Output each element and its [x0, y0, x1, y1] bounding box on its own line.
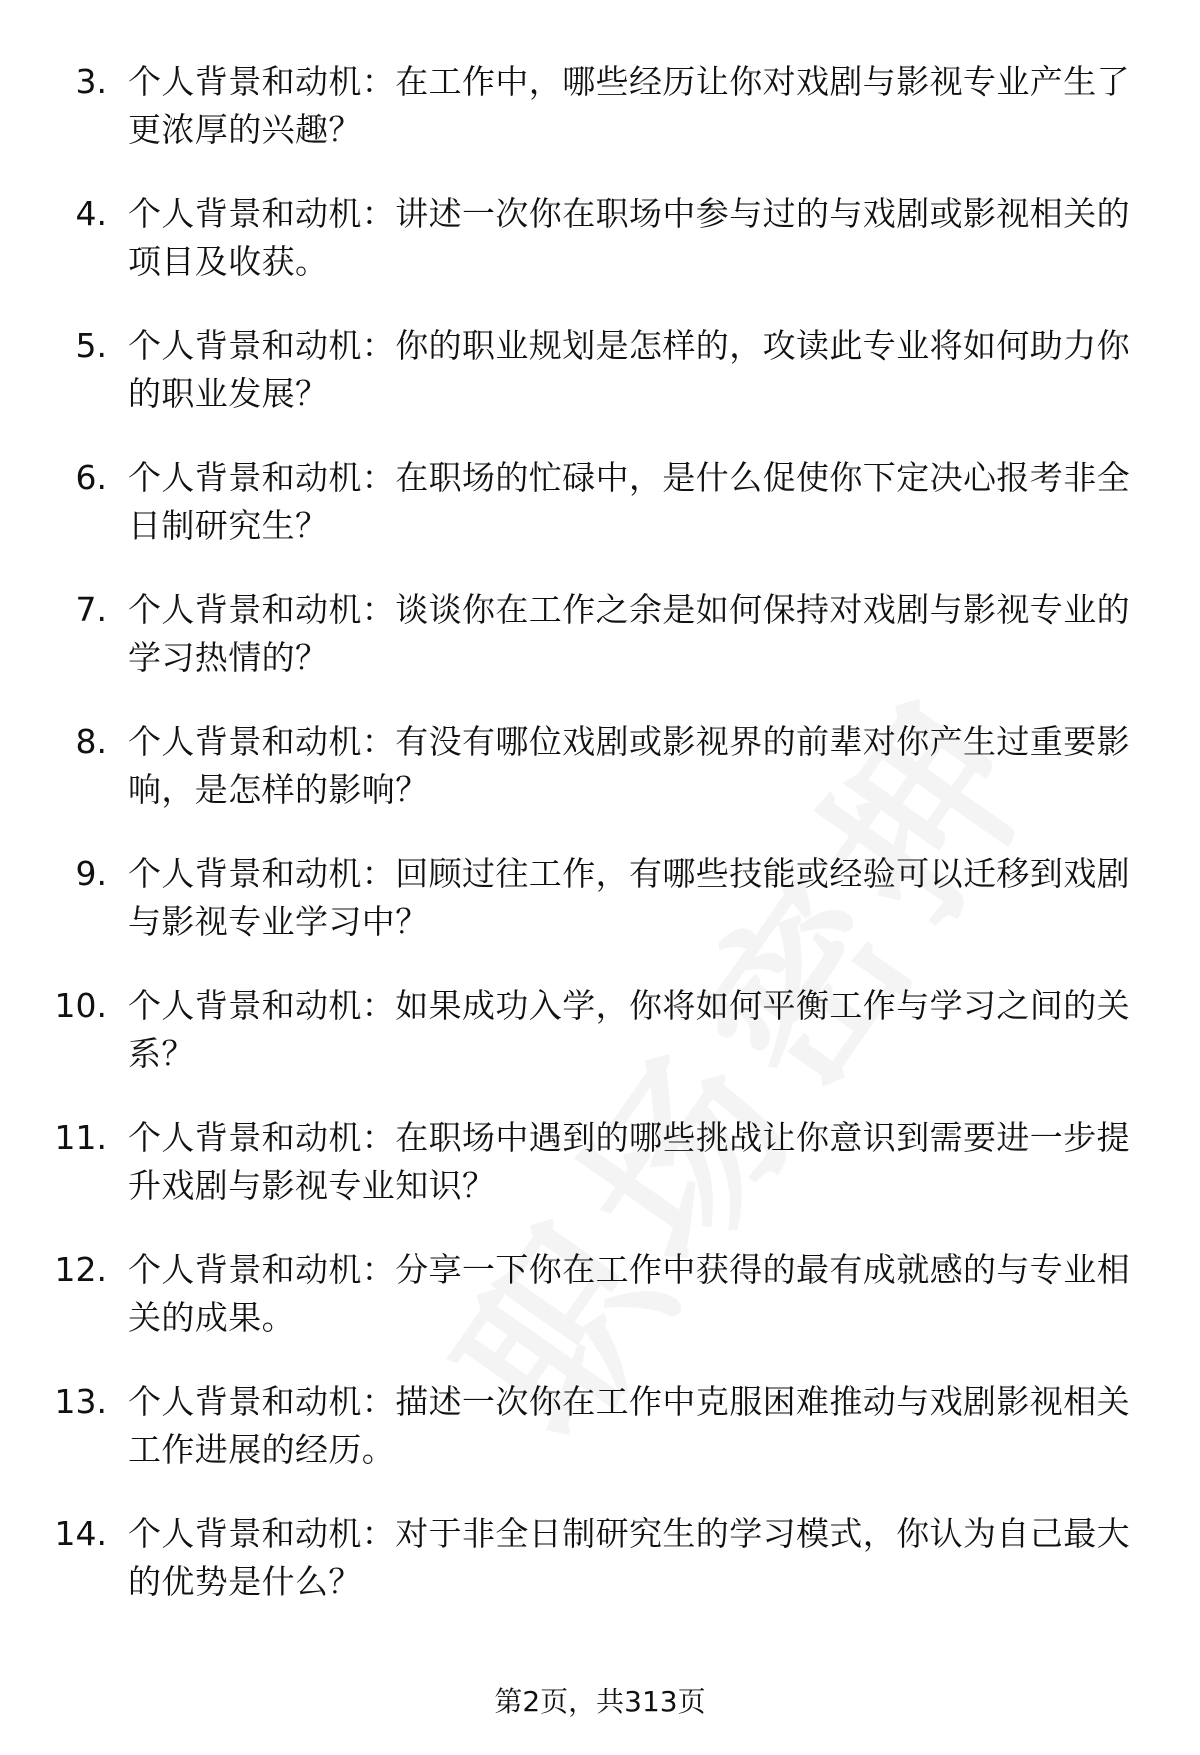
list-item — [0, 1246, 1200, 1378]
page-footer: 第2页，共313页 — [494, 1685, 706, 1718]
question-number: 4. — [75, 194, 107, 233]
question-text: 个人背景和动机：对于非全日制研究生的学习模式，你认为自己最大的优势是什么？ — [128, 1514, 1130, 1601]
question-number: 11. — [54, 1118, 107, 1157]
list-item — [0, 586, 1200, 718]
list-item — [0, 850, 1200, 982]
list-item — [0, 982, 1200, 1114]
question-text: 个人背景和动机：你的职业规划是怎样的，攻读此专业将如何助力你的职业发展？ — [128, 326, 1130, 413]
question-text: 个人背景和动机：讲述一次你在职场中参与过的与戏剧或影视相关的项目及收获。 — [128, 194, 1130, 281]
question-text: 个人背景和动机：在职场的忙碌中，是什么促使你下定决心报考非全日制研究生？ — [128, 458, 1130, 545]
question-number: 12. — [54, 1250, 107, 1289]
question-number: 3. — [75, 62, 107, 101]
question-number: 6. — [75, 458, 107, 497]
question-number: 13. — [54, 1382, 107, 1421]
question-text: 个人背景和动机：在工作中，哪些经历让你对戏剧与影视专业产生了更浓厚的兴趣？ — [128, 62, 1130, 149]
question-text: 个人背景和动机：回顾过往工作，有哪些技能或经验可以迁移到戏剧与影视专业学习中？ — [128, 854, 1130, 941]
question-list — [0, 58, 1200, 1642]
question-number: 14. — [54, 1514, 107, 1553]
list-item — [0, 1114, 1200, 1246]
question-text: 个人背景和动机：在职场中遇到的哪些挑战让你意识到需要进一步提升戏剧与影视专业知识？ — [128, 1118, 1130, 1205]
question-number: 8. — [75, 722, 107, 761]
list-item — [0, 454, 1200, 586]
question-text: 个人背景和动机：谈谈你在工作之余是如何保持对戏剧与影视专业的学习热情的？ — [128, 590, 1130, 677]
question-number: 10. — [54, 986, 107, 1025]
question-number: 5. — [75, 326, 107, 365]
list-item — [0, 1378, 1200, 1510]
question-text: 个人背景和动机：分享一下你在工作中获得的最有成就感的与专业相关的成果。 — [128, 1250, 1130, 1337]
list-item — [0, 190, 1200, 322]
question-text: 个人背景和动机：如果成功入学，你将如何平衡工作与学习之间的关系？ — [128, 986, 1130, 1073]
question-number: 9. — [75, 854, 107, 893]
list-item — [0, 1510, 1200, 1642]
question-text: 个人背景和动机：描述一次你在工作中克服困难推动与戏剧影视相关工作进展的经历。 — [128, 1382, 1130, 1469]
list-item — [0, 718, 1200, 850]
list-item — [0, 322, 1200, 454]
question-number: 7. — [75, 590, 107, 629]
question-text: 个人背景和动机：有没有哪位戏剧或影视界的前辈对你产生过重要影响，是怎样的影响？ — [128, 722, 1130, 809]
list-item — [0, 58, 1200, 190]
